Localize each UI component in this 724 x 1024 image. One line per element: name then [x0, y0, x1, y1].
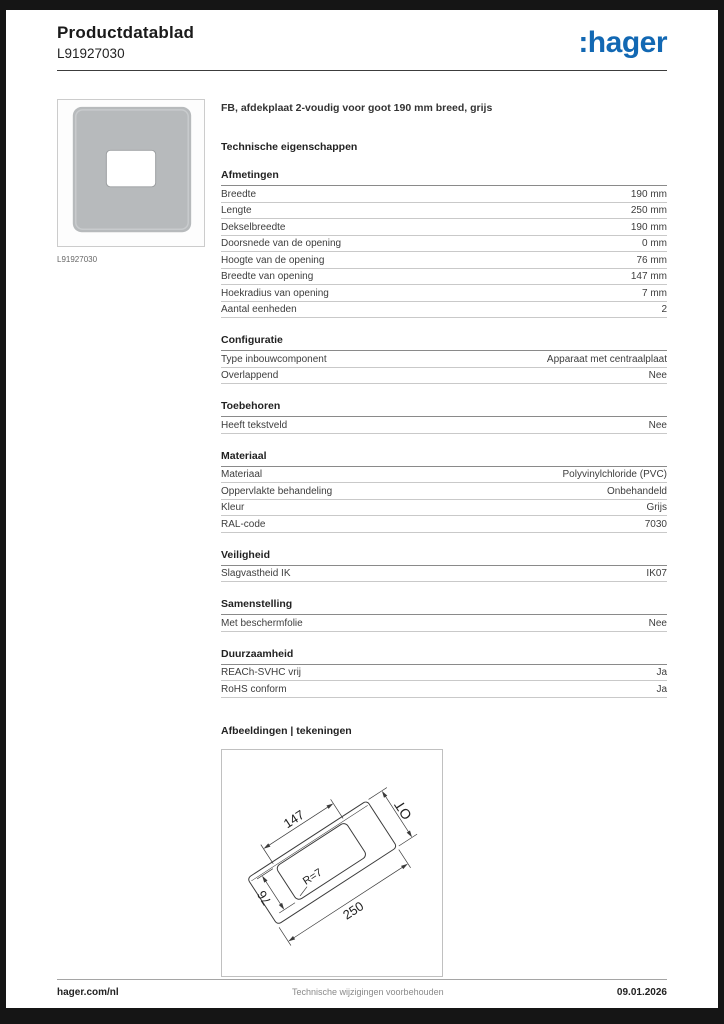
spec-value: 190 mm — [630, 221, 667, 233]
footer-row — [57, 980, 667, 998]
main-content — [57, 99, 667, 977]
right-column — [221, 99, 667, 977]
spec-label: REACh-SVHC vrij — [221, 667, 302, 678]
spec-row — [221, 236, 667, 253]
dimension-drawing — [222, 750, 442, 976]
spec-label: Dekselbreedte — [221, 221, 286, 233]
spec-value: 190 mm — [630, 188, 667, 200]
spec-label: RAL-code — [221, 518, 266, 530]
footer-website-link[interactable]: hager.com/nl — [57, 987, 119, 998]
spec-label: Overlappend — [221, 370, 279, 381]
spec-row — [221, 615, 667, 632]
product-image — [57, 99, 205, 247]
spec-sections — [221, 169, 667, 698]
spec-section-afmetingen — [221, 169, 667, 318]
spec-label: Aantal eenheden — [221, 304, 297, 315]
spec-label: Kleur — [221, 502, 245, 513]
spec-value: Polyvinylchloride (PVC) — [562, 469, 667, 480]
technical-drawing — [221, 749, 443, 977]
spec-label: Breedte — [221, 188, 257, 200]
doc-code: L91927030 — [57, 46, 125, 61]
section-title: Toebehoren — [221, 400, 667, 417]
spec-section-configuratie — [221, 334, 667, 384]
spec-label: Oppervlakte behandeling — [221, 485, 333, 497]
spec-row — [221, 681, 667, 698]
spec-row — [221, 665, 667, 682]
spec-label: Hoekradius van opening — [221, 287, 329, 299]
spec-row — [221, 417, 667, 434]
hager-logo: :hager — [578, 26, 667, 59]
section-title: Samenstelling — [221, 598, 667, 615]
spec-label: Materiaal — [221, 469, 263, 480]
section-title: Duurzaamheid — [221, 648, 667, 665]
product-photo — [58, 100, 204, 246]
dim-side-label: OT — [390, 797, 415, 823]
header-titles — [57, 23, 194, 61]
product-description: FB, afdekplaat 2-voudig voor goot 190 mm breed, grijs — [221, 102, 493, 114]
spec-row — [221, 252, 667, 269]
spec-section-veiligheid — [221, 549, 667, 583]
spec-value: 76 mm — [636, 254, 667, 266]
spec-section-duurzaamheid — [221, 648, 667, 698]
spec-value: Ja — [656, 683, 667, 695]
spec-row — [221, 285, 667, 302]
dim-opening-height: 76 — [253, 887, 275, 908]
section-title: Veiligheid — [221, 549, 667, 566]
image-caption: L91927030 — [57, 255, 98, 264]
document-page — [6, 10, 718, 1008]
dim-opening-width: 147 — [280, 806, 307, 831]
spec-row — [221, 302, 667, 319]
spec-row — [221, 516, 667, 533]
spec-row — [221, 351, 667, 368]
spec-value: Nee — [648, 370, 667, 381]
spec-row — [221, 203, 667, 220]
spec-row — [221, 269, 667, 286]
spec-value: Ja — [656, 667, 667, 678]
section-title: Configuratie — [221, 334, 667, 351]
spec-label: Breedte van opening — [221, 271, 314, 282]
tech-specs-heading: Technische eigenschappen — [221, 141, 358, 153]
spec-value: 7030 — [644, 518, 667, 530]
spec-section-toebehoren — [221, 400, 667, 434]
spec-row — [221, 368, 667, 385]
spec-label: Heeft tekstveld — [221, 419, 288, 431]
spec-label: Lengte — [221, 205, 252, 216]
spec-label: Hoogte van de opening — [221, 254, 325, 266]
spec-label: RoHS conform — [221, 683, 287, 695]
spec-value: 250 mm — [630, 205, 667, 216]
spec-value: Nee — [648, 617, 667, 629]
spec-label: Type inbouwcomponent — [221, 353, 327, 365]
footer-date: 09.01.2026 — [616, 987, 667, 998]
spec-section-samenstelling — [221, 598, 667, 632]
spec-row — [221, 186, 667, 203]
dim-corner-radius: R=7 — [300, 866, 325, 888]
spec-value: 2 — [661, 304, 667, 315]
spec-value: 147 mm — [630, 271, 667, 282]
spec-label: Doorsnede van de opening — [221, 238, 342, 249]
spec-value: Apparaat met centraalplaat — [546, 353, 667, 365]
spec-value: 0 mm — [642, 238, 667, 249]
spec-value: 7 mm — [642, 287, 667, 299]
left-column — [57, 99, 207, 977]
spec-value: Nee — [648, 419, 667, 431]
spec-row — [221, 500, 667, 517]
footer-disclaimer: Technische wijzigingen voorbehouden — [292, 987, 444, 997]
spec-label: Met beschermfolie — [221, 617, 303, 629]
spec-value: Grijs — [646, 502, 667, 513]
spec-row — [221, 219, 667, 236]
footer — [57, 979, 667, 998]
spec-value: IK07 — [646, 568, 667, 579]
spec-row — [221, 566, 667, 583]
section-title: Afmetingen — [221, 169, 667, 186]
dim-length: 250 — [340, 897, 367, 923]
spec-label: Slagvastheid IK — [221, 568, 291, 579]
drawings-heading: Afbeeldingen | tekeningen — [221, 724, 352, 737]
header-divider — [57, 70, 667, 71]
spec-row — [221, 483, 667, 500]
spec-row — [221, 467, 667, 484]
header — [57, 10, 667, 61]
spec-value: Onbehandeld — [606, 485, 667, 497]
spec-section-materiaal — [221, 450, 667, 533]
doc-title: Productdatablad — [57, 23, 195, 42]
section-title: Materiaal — [221, 450, 667, 467]
